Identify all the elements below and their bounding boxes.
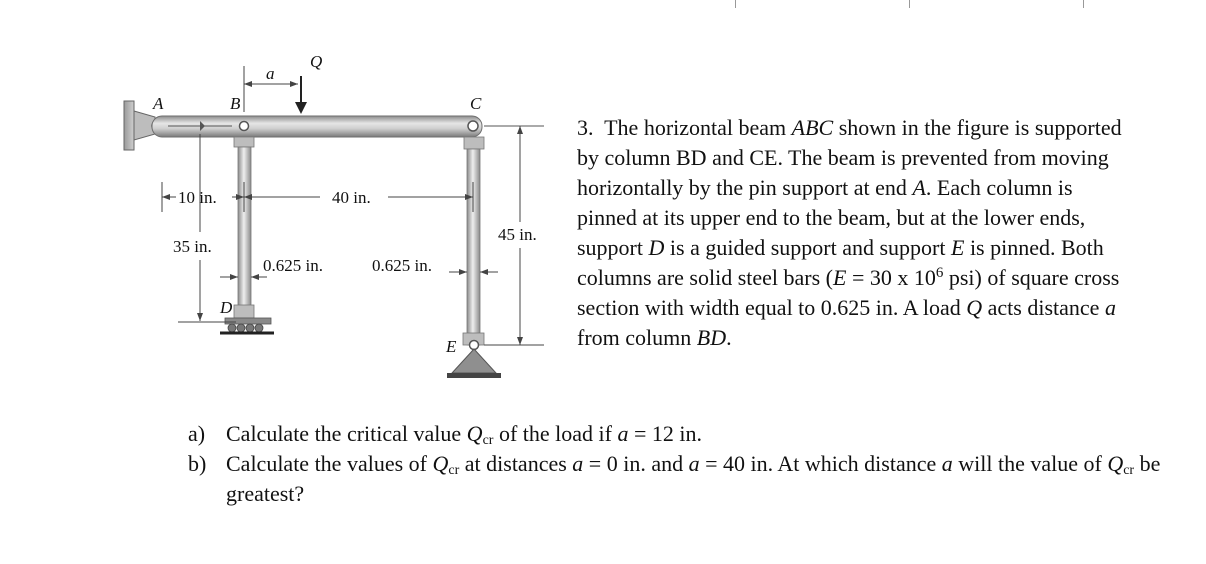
label-dim-45: 45 in. bbox=[498, 225, 537, 244]
label-dim-40: 40 in. bbox=[332, 188, 371, 207]
problem-var: CE bbox=[749, 145, 778, 170]
label-q-load: Q bbox=[310, 52, 323, 71]
top-edge-mark bbox=[909, 0, 910, 8]
question-a bbox=[188, 419, 1168, 449]
column-bd bbox=[234, 137, 254, 319]
top-edge-mark bbox=[735, 0, 736, 8]
problem-text: is a guided support and support bbox=[664, 235, 951, 260]
label-d-point: D bbox=[220, 298, 233, 317]
problem-var: BD bbox=[696, 325, 727, 350]
problem-text: shown in the figure is supported by column bbox=[577, 115, 1122, 170]
problem-text: . Each column is pinned at its upper end to the beam, but at the lower ends, support bbox=[577, 175, 1086, 260]
question-b bbox=[188, 449, 1168, 509]
problem-exponent: 6 bbox=[935, 265, 944, 281]
label-a-dim: a bbox=[266, 64, 275, 83]
question-list bbox=[188, 419, 1168, 509]
problem-text: from column bbox=[577, 325, 697, 350]
label-c-point: C bbox=[470, 94, 482, 113]
question-text: Calculate the values of $Q_{cr}$ at distances a = 0 in. and a = 40 in. At which distance a will the value of $Q_{cr}$ be greatest? bbox=[226, 451, 1161, 506]
guided-support-d bbox=[220, 318, 274, 333]
label-dim-35: 35 in. bbox=[173, 237, 212, 256]
label-a-point: A bbox=[153, 94, 164, 113]
problem-text: The horizontal beam bbox=[604, 115, 792, 140]
question-text: Calculate the critical value $Q_{cr}$ of the load if a = 12 in. bbox=[226, 421, 703, 448]
problem-text: . bbox=[726, 325, 732, 350]
pin-c bbox=[468, 121, 478, 131]
problem-text: = 30 x 10 bbox=[846, 265, 936, 290]
label-width-ce: 0.625 in. bbox=[372, 256, 432, 275]
problem-text: psi) of square cross section with width equal to 0.625 in. A load bbox=[577, 265, 1120, 320]
question-letter: a) bbox=[188, 421, 206, 446]
problem-var: E bbox=[833, 265, 847, 290]
question-letter: b) bbox=[188, 451, 207, 476]
column-ce bbox=[463, 137, 484, 345]
beam-column-figure bbox=[0, 0, 560, 400]
load-q-arrow bbox=[295, 76, 307, 114]
label-dim-10: 10 in. bbox=[178, 188, 217, 207]
problem-var: Q bbox=[966, 295, 983, 320]
problem-var: D bbox=[648, 235, 665, 260]
problem-var: a bbox=[1104, 295, 1116, 320]
problem-text: . The beam is prevented from moving horizontally by the pin support at end bbox=[577, 145, 1109, 200]
problem-text: acts distance bbox=[982, 295, 1105, 320]
label-b-point: B bbox=[230, 94, 241, 113]
label-width-bd: 0.625 in. bbox=[263, 256, 323, 275]
top-edge-mark bbox=[1083, 0, 1084, 8]
problem-var: BD bbox=[676, 145, 707, 170]
dimension-35 bbox=[178, 134, 236, 322]
problem-var: ABC bbox=[791, 115, 834, 140]
pin-b bbox=[240, 122, 249, 131]
problem-number: 3. bbox=[577, 115, 594, 140]
problem-text: is pinned. Both columns are solid steel bars ( bbox=[577, 235, 1104, 290]
problem-var: E bbox=[950, 235, 965, 260]
problem-var: A bbox=[912, 175, 926, 200]
problem-text: and bbox=[706, 145, 750, 170]
problem-statement bbox=[577, 113, 1137, 353]
label-e-point: E bbox=[446, 337, 457, 356]
